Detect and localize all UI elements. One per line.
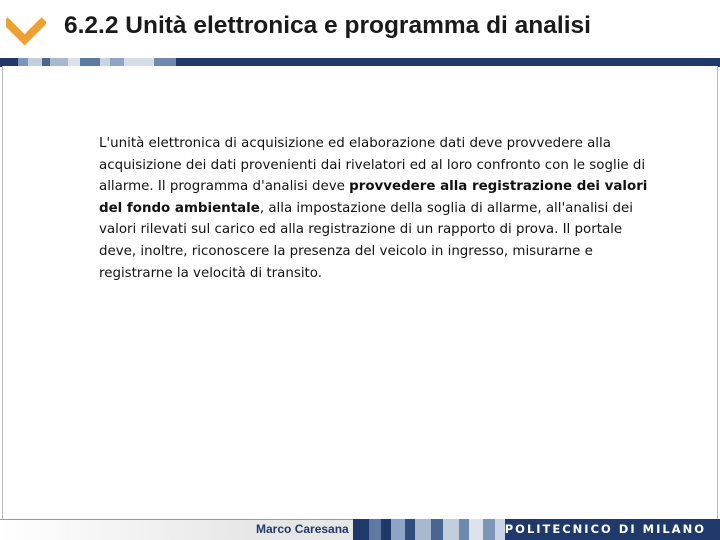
body-paragraph <box>99 133 659 284</box>
text-segment-bold: provvedere alla registrazione dei valori del fondo ambientale <box>99 179 648 216</box>
footer-stripe-band <box>353 519 505 540</box>
footer-author-area <box>0 519 353 540</box>
text-segment: L'unità elettronica di acquisizione ed elaborazione dati deve provvedere alla acquisizione dei dati provenienti dai rivelatori ed al loro confronto con le soglie di allarme. Il programma d'analisi deve <box>99 136 646 195</box>
slide-title: 6.2.2 Unità elettronica e programma di analisi <box>64 12 591 39</box>
text-segment: , alla impostazione della soglia di allarme, all'analisi dei valori rilevati sul carico ed alla registrazione di un rapporto di prova. Il portale deve, inoltre, riconoscere la presenza del veicolo in ingresso, misurarne e registrarne la velocità di transito. <box>99 200 633 281</box>
author-name: Marco Caresana <box>256 522 349 536</box>
slide-footer <box>0 519 720 540</box>
institution-brand: POLITECNICO DI MILANO <box>505 519 720 540</box>
arrow-down-right-icon <box>6 10 46 50</box>
